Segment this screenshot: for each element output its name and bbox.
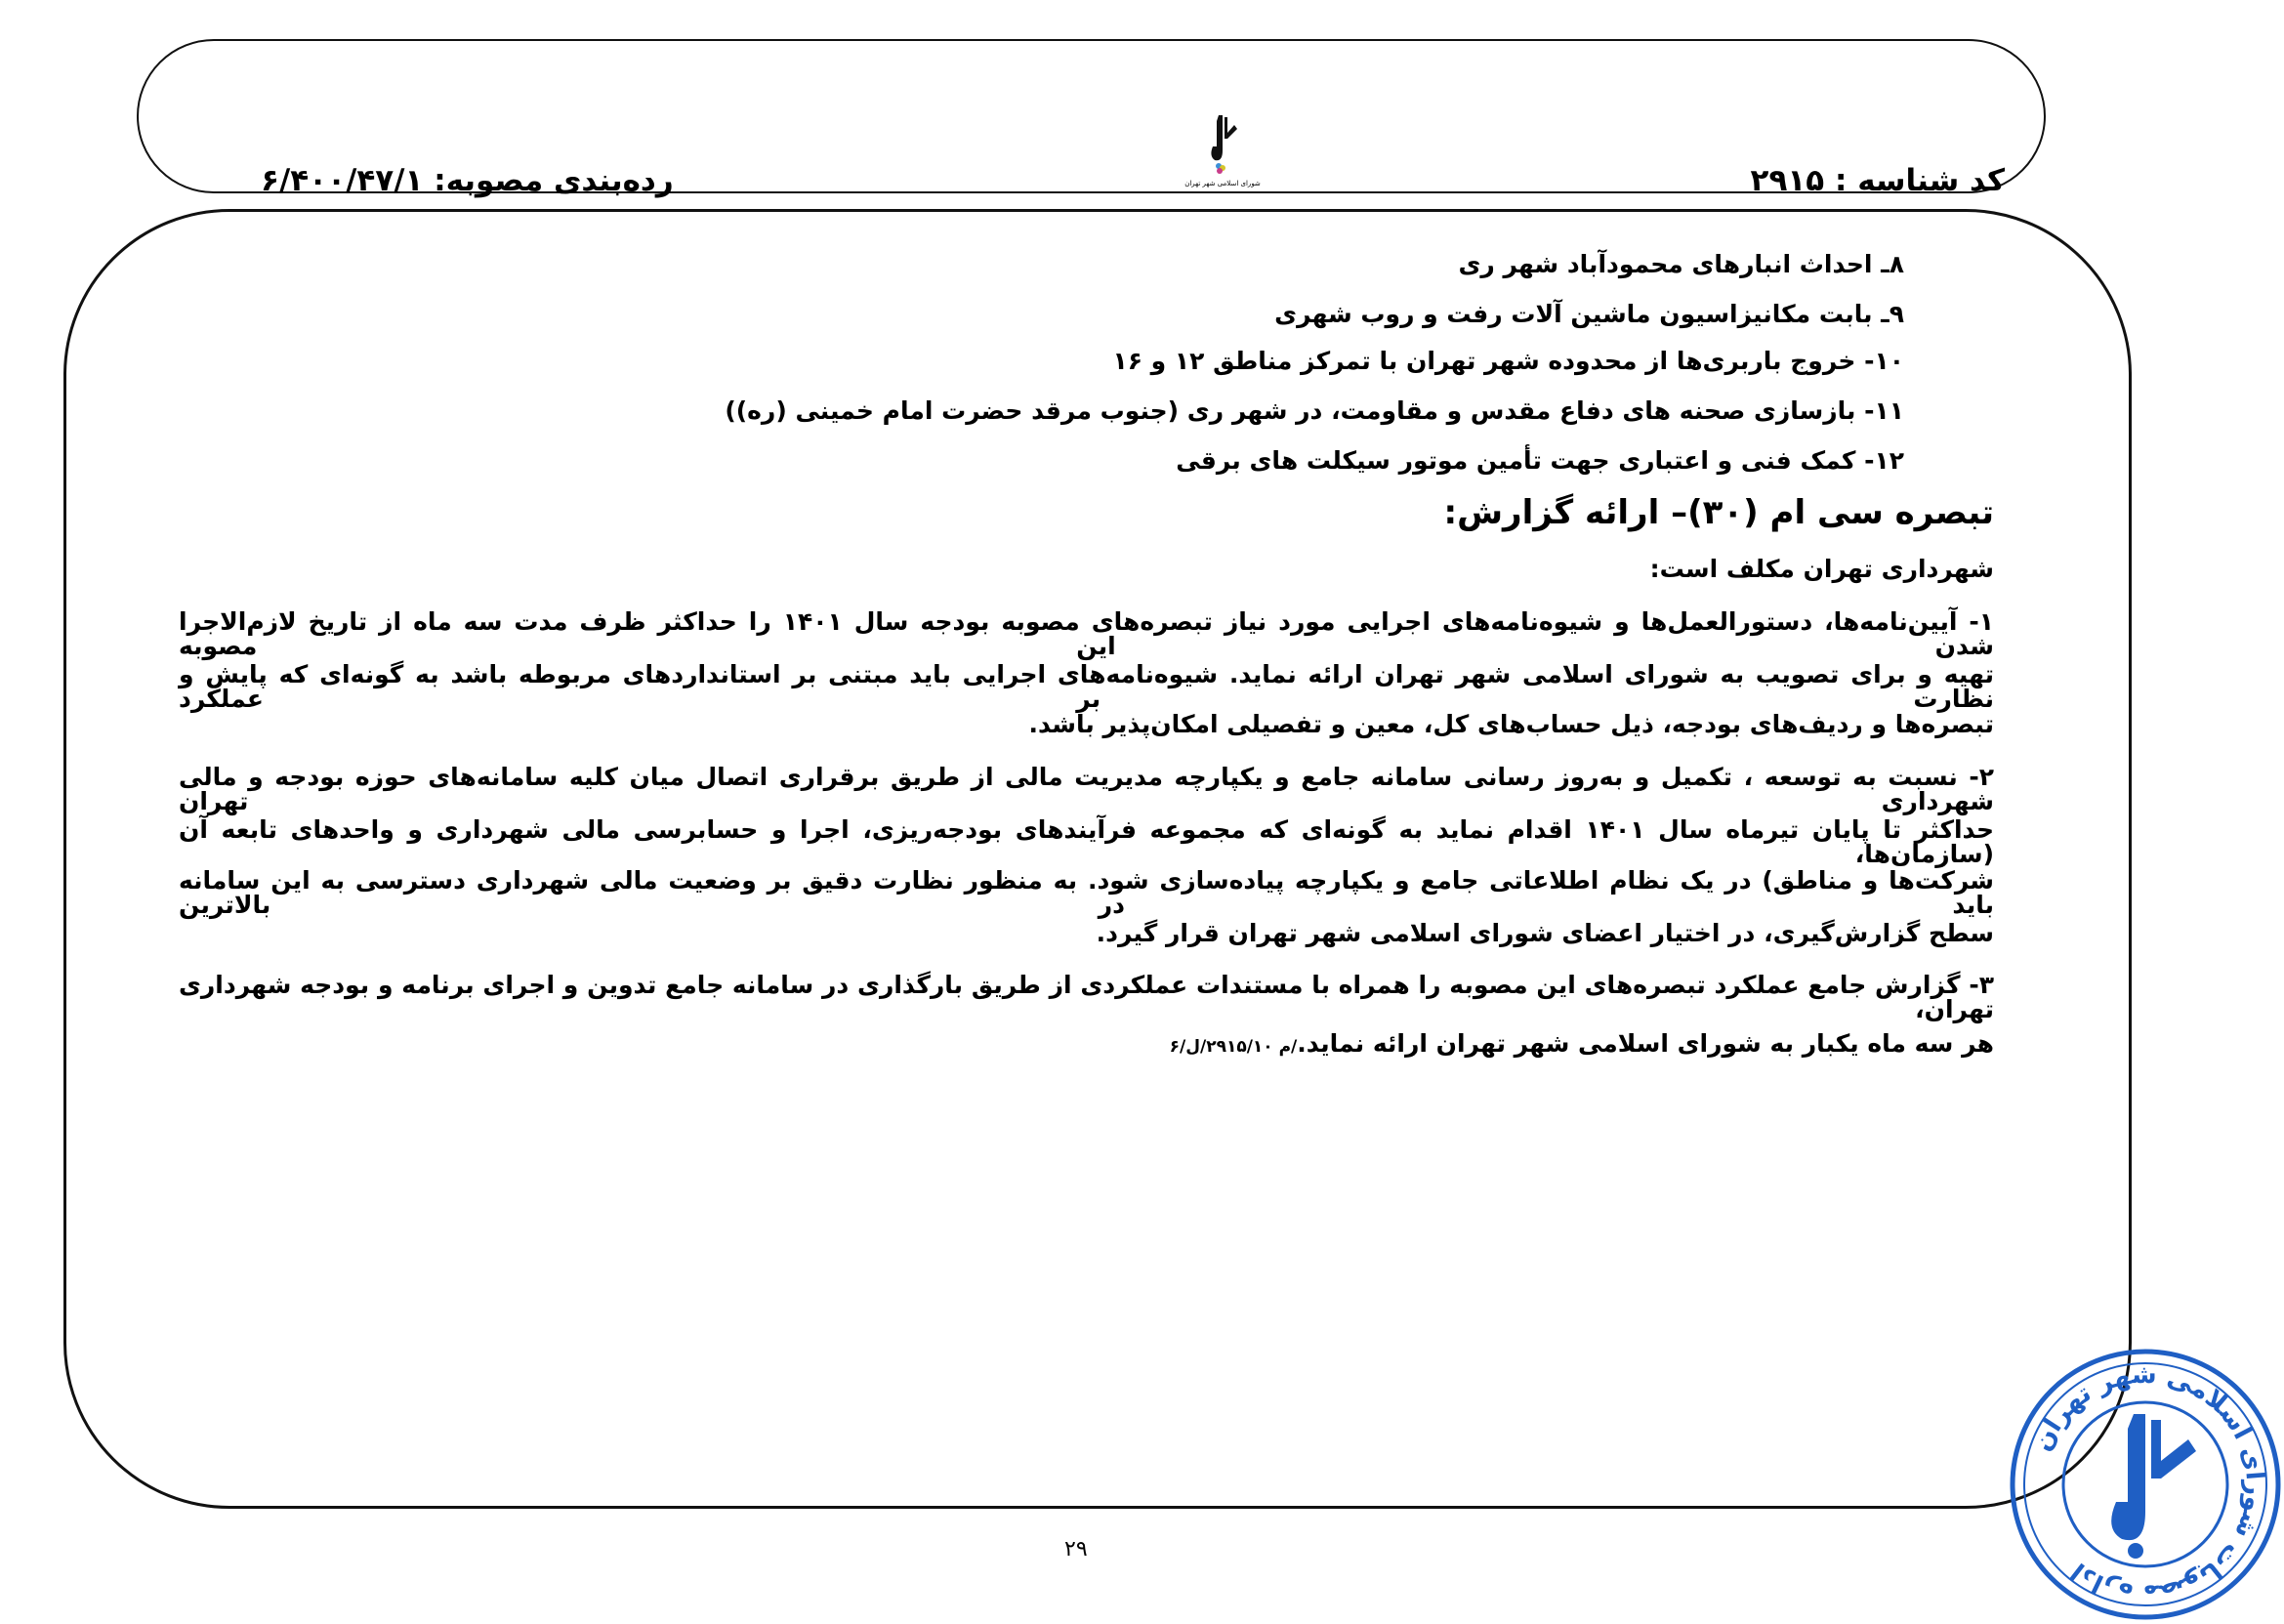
paragraph-line: هر سه ماه یکبار به شورای اسلامی شهر تهران ارائه نماید. [1297,1029,1994,1058]
paragraph-line: تبصره‌ها و ردیف‌های بودجه، ذیل حساب‌های کل، معین و تفصیلی امکان‌پذیر باشد. [1028,710,1994,738]
section-heading: تبصره سی ام (۳۰)– ارائه گزارش: [1443,493,1994,532]
section-intro: شهرداری تهران مکلف است: [1649,555,1994,583]
page-number: ۲۹ [1064,1537,1088,1562]
council-stamp-icon [2007,1346,2284,1624]
paragraph-line: تهیه و برای تصویب به شورای اسلامی شهر تهران ارائه نماید. شیوه‌نامه‌های اجرایی باید مبتنی بر استانداردهای مربوطه باشد به گونه‌ای که پایش و نظارت بر عملکرد [179,660,1994,713]
list-item: ۱۱- بازسازی صحنه های دفاع مقدس و مقاومت، در شهر ری (جنوب مرقد حضرت امام خمینی (ره)) [725,396,1904,425]
paragraph-last-line [1170,1031,1994,1056]
svg-text:شورای اسلامی شهر تهران: شورای اسلامی شهر تهران [1184,180,1261,187]
paragraph-line: سطح گزارش‌گیری، در اختیار اعضای شورای اسلامی شهر تهران قرار گیرد. [1096,919,1994,947]
list-item: ۱۰- خروج باربری‌ها از محدوده شهر تهران با تمرکز مناطق ۱۲ و ۱۶ [1112,347,1904,375]
classification-code: رده‌بندی مصوبه: ۶/۴۰۰/۴۷/۱ [261,163,674,198]
list-item: ۱۲- کمک فنی و اعتباری جهت تأمین موتور سیکلت های برقی [1176,446,1904,475]
list-item: ۸ـ احداث انبارهای محمودآباد شهر ری [1458,250,1904,278]
header-box [137,39,2046,198]
paragraph-line: شرکت‌ها و مناطق) در یک نظام اطلاعاتی جامع و یکپارچه پیاده‌سازی شود. به منظور نظارت دقیق بر وضعیت مالی شهرداری دسترسی به این سامانه باید در بالاترین [179,866,1994,919]
paragraph-line: ۱- آیین‌نامه‌ها، دستورالعمل‌ها و شیوه‌نامه‌های اجرایی مورد نیاز تبصره‌های مصوبه بودجه سال ۱۴۰۱ را حداکثر ظرف مدت سه ماه از تاریخ لازم‌الاجرا شدن این مصوبه [179,607,1995,660]
list-item: ۹ـ بابت مکانیزاسیون ماشین آلات رفت و روب شهری [1274,300,1904,328]
council-logo-icon [1184,111,1262,189]
id-code: کد شناسه : ۲۹۱۵ [1750,163,2005,198]
paragraph-line: حداکثر تا پایان تیرماه سال ۱۴۰۱ اقدام نماید به گونه‌ای که مجموعه فرآیندهای بودجه‌ریزی، اجرا و حسابرسی مالی شهرداری و واحدهای تابعه آن (سازمان‌ها، [179,815,1995,868]
paragraph-line: ۳- گزارش جامع عملکرد تبصره‌های این مصوبه را همراه با مستندات عملکردی از طریق بارگذاری در سامانه جامع تدوین و اجرای برنامه و بودجه شهرداری تهران، [179,971,1994,1023]
reference-code: /م ۲۹۱۵/۱۰/ل/۶ [1169,1037,1298,1057]
paragraph-line: ۲- نسبت به توسعه ، تکمیل و به‌روز رسانی سامانه جامع و یکپارچه مدیریت مالی از طریق برقراری اتصال میان کلیه سامانه‌های حوزه بودجه و مالی شهرداری تهران [179,763,1994,815]
svg-text:اداره مصوبات شورای اسلامی شهر: اداره مصوبات شورای اسلامی شهر تهران [2027,1359,2270,1609]
